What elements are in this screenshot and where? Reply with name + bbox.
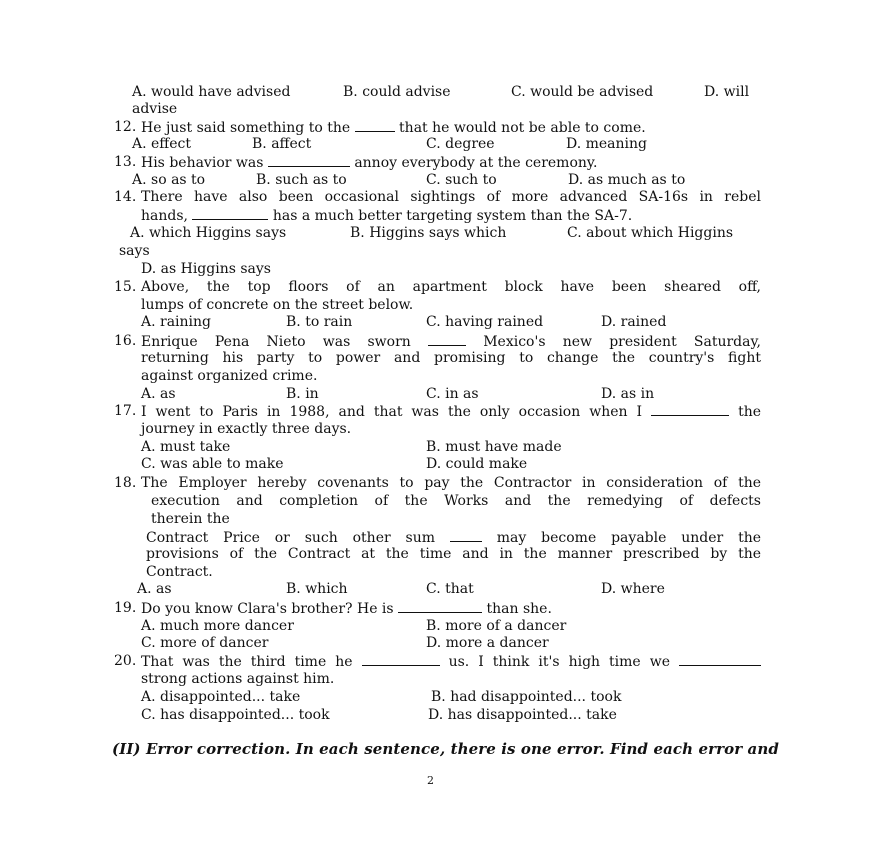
answer-blank — [450, 529, 482, 542]
question-number: 20. — [114, 653, 137, 669]
option-a: A. so as to — [132, 172, 206, 188]
question-text-line-2: hands, has a much better targeting system than the SA-7. — [141, 208, 633, 224]
page-number: 2 — [427, 774, 434, 787]
option-c: C. about which Higgins — [567, 225, 734, 241]
answer-blank — [398, 600, 482, 613]
option-d: D. rained — [601, 314, 667, 330]
option-c: C. in as — [426, 386, 479, 402]
question-text-line-1: There have also been occasional sightings of more advanced SA-16s in rebel — [141, 189, 761, 205]
option-b: B. had disappointed... took — [431, 689, 622, 705]
question-text-line-1: That was the third time he us. I think it's high time we — [141, 653, 761, 672]
question-text-line-1: Above, the top floors of an apartment block have been sheared off, — [141, 279, 761, 295]
question-number: 18. — [114, 475, 137, 491]
option-c: C. has disappointed... took — [141, 707, 330, 723]
option-b: B. which — [286, 581, 348, 597]
option-b: B. Higgins says which — [350, 225, 507, 241]
option-a: A. must take — [141, 439, 231, 455]
question-text-line-4: Contract Price or such other sum may become payable under the — [146, 530, 762, 546]
question-number: 13. — [114, 154, 137, 170]
question-text-line-2: strong actions against him. — [141, 671, 335, 687]
option-d: D. where — [601, 581, 665, 597]
question-text-line-2: lumps of concrete on the street below. — [141, 297, 414, 313]
question-number: 19. — [114, 600, 137, 616]
question-text-line-2: returning his party to power and promising to change the country's fight — [141, 350, 761, 366]
question-text-line-5: provisions of the Contract at the time and in the manner prescribed by the — [146, 546, 761, 562]
option-c: C. such to — [426, 172, 497, 188]
question-text-line-1: The Employer hereby covenants to pay the Contractor in consideration of the — [141, 475, 761, 491]
option-c-wrap: says — [119, 243, 150, 259]
option-b: B. to rain — [286, 314, 353, 330]
option-d: D. as much as to — [568, 172, 686, 188]
option-c: C. having rained — [426, 314, 544, 330]
question-text-line-3: against organized crime. — [141, 368, 318, 384]
answer-blank — [428, 333, 466, 346]
question-text-line-1: I went to Paris in 1988, and that was the only occasion when I the — [141, 404, 762, 420]
option-b: B. in — [286, 386, 319, 402]
question-number: 16. — [114, 333, 137, 349]
option-d: D. as Higgins says — [141, 261, 271, 277]
option-d: D. could make — [426, 456, 528, 472]
answer-blank — [192, 207, 268, 220]
section-heading: (II) Error correction. In each sentence, there is one error. Find each error and — [112, 740, 779, 758]
option-b: B. must have made — [426, 439, 562, 455]
option-b: B. could advise — [343, 84, 451, 100]
option-c: C. that — [426, 581, 474, 597]
question-text: Do you know Clara's brother? He is than she. — [141, 601, 552, 617]
option-b: B. more of a dancer — [426, 618, 567, 634]
option-a: A. would have advised — [132, 84, 291, 100]
answer-blank — [651, 403, 729, 416]
question-text-line-2: journey in exactly three days. — [141, 421, 352, 437]
option-d: D. more a dancer — [426, 635, 549, 651]
answer-blank — [679, 653, 761, 666]
option-a: A. effect — [132, 136, 191, 152]
option-d: D. has disappointed... take — [428, 707, 617, 723]
answer-blank — [362, 653, 440, 666]
option-c: C. would be advised — [511, 84, 654, 100]
option-d-wrap: advise — [132, 101, 178, 117]
question-text: He just said something to the that he would not be able to come. — [141, 120, 646, 136]
question-text-line-6: Contract. — [146, 564, 213, 580]
option-d: D. as in — [601, 386, 655, 402]
option-a: A. which Higgins says — [130, 225, 287, 241]
option-a: A. disappointed... take — [141, 689, 301, 705]
question-text-line-3: therein the — [151, 511, 230, 527]
option-a: A. as — [137, 581, 172, 597]
question-text: His behavior was annoy everybody at the ceremony. — [141, 155, 598, 171]
answer-blank — [355, 119, 395, 132]
option-c: C. degree — [426, 136, 495, 152]
question-number: 14. — [114, 189, 137, 205]
option-a: A. raining — [141, 314, 211, 330]
option-b: B. such as to — [256, 172, 347, 188]
option-d: D. will — [704, 84, 750, 100]
option-c: C. more of dancer — [141, 635, 269, 651]
option-b: B. affect — [252, 136, 312, 152]
question-text-line-1: Enrique Pena Nieto was sworn Mexico's new president Saturday, — [141, 334, 761, 350]
question-number: 17. — [114, 403, 137, 419]
option-a: A. much more dancer — [141, 618, 294, 634]
question-number: 12. — [114, 119, 137, 135]
option-a: A. as — [141, 386, 176, 402]
option-d: D. meaning — [566, 136, 648, 152]
answer-blank — [268, 154, 350, 167]
option-c: C. was able to make — [141, 456, 284, 472]
question-text-line-2: execution and completion of the Works and the remedying of defects — [151, 493, 761, 509]
question-number: 15. — [114, 279, 137, 295]
